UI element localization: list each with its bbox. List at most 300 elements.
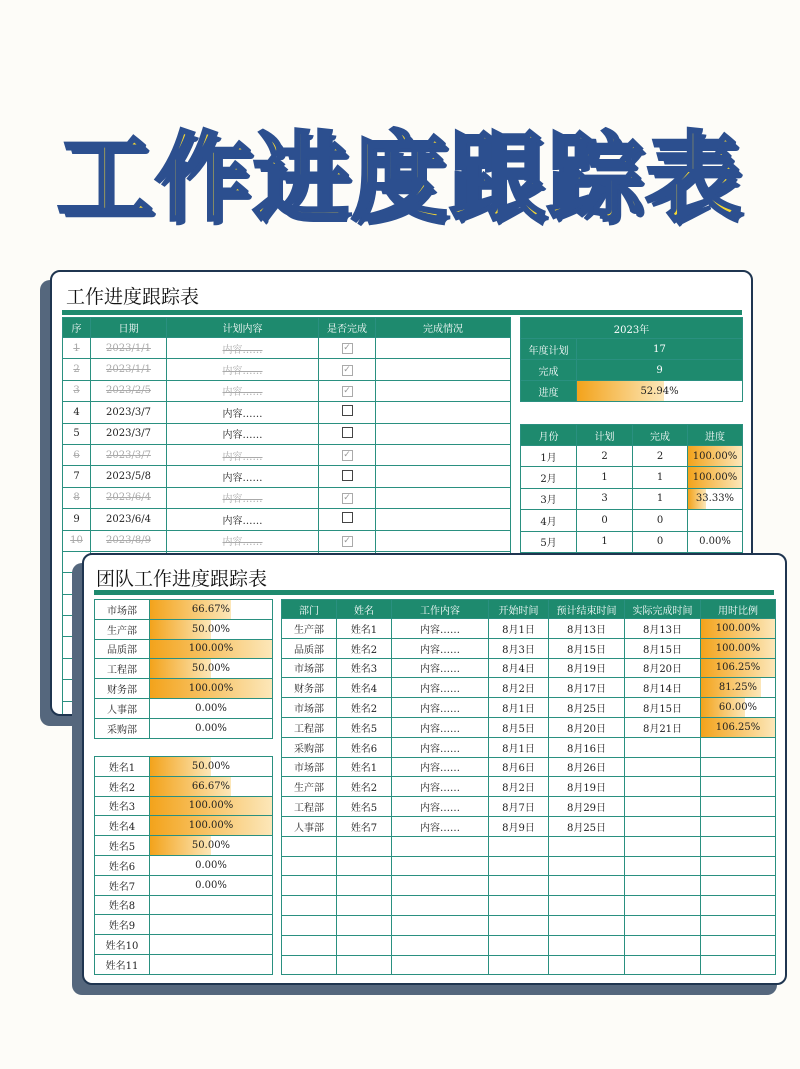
empty-cell <box>701 955 776 975</box>
empty-cell <box>282 876 337 896</box>
person-progress-cell <box>150 836 273 856</box>
cell-no: 10 <box>63 530 91 551</box>
cell-name: 姓名1 <box>337 757 392 777</box>
cell-status <box>376 444 511 465</box>
cell-content: 内容…… <box>392 658 489 678</box>
empty-cell <box>282 935 337 955</box>
table-row <box>282 856 776 876</box>
dept-progress-cell <box>150 698 273 718</box>
table-row <box>282 836 776 856</box>
cell-name: 姓名3 <box>337 658 392 678</box>
done-checkbox-cell[interactable] <box>319 530 376 551</box>
cell-start: 8月2日 <box>489 777 549 797</box>
done-checkbox-cell[interactable] <box>319 423 376 444</box>
cell-name: 姓名2 <box>337 777 392 797</box>
progress-value: 106.25% <box>715 721 761 733</box>
time-ratio-cell <box>701 658 776 678</box>
checkbox[interactable]: ✓ <box>343 535 351 546</box>
month-progress-cell <box>688 531 743 552</box>
table-row <box>95 935 273 955</box>
empty-cell <box>489 856 549 876</box>
cell-p: 1 <box>577 531 633 552</box>
table-row <box>282 935 776 955</box>
table-row <box>95 600 273 620</box>
cell-date: 2023/2/5 <box>91 380 167 401</box>
time-ratio-cell <box>701 816 776 836</box>
empty-cell <box>549 915 625 935</box>
table-row <box>521 531 743 552</box>
empty-cell <box>489 876 549 896</box>
cell-content: 内容…… <box>167 402 319 423</box>
table-row <box>63 380 511 401</box>
progress-label: 进度 <box>521 381 577 402</box>
cell-content: 内容…… <box>392 638 489 658</box>
cell-plan_end: 8月16日 <box>549 737 625 757</box>
cell-actual <box>625 797 701 817</box>
cell-p: 0 <box>577 510 633 531</box>
empty-cell <box>282 836 337 856</box>
dept-progress-cell <box>150 679 273 699</box>
cell-no: 7 <box>63 466 91 487</box>
table-row <box>282 777 776 797</box>
person-name: 姓名7 <box>95 875 150 895</box>
done-label: 完成 <box>521 360 577 381</box>
person-name: 姓名2 <box>95 776 150 796</box>
empty-cell <box>625 856 701 876</box>
done-checkbox-cell[interactable] <box>319 338 376 359</box>
column-header: 完成 <box>633 425 688 446</box>
table-row <box>282 816 776 836</box>
table-row <box>95 836 273 856</box>
empty-cell <box>489 915 549 935</box>
year-header: 2023年 <box>521 318 743 339</box>
empty-cell <box>392 856 489 876</box>
time-ratio-cell <box>701 638 776 658</box>
time-ratio-cell <box>701 797 776 817</box>
cell-start: 8月4日 <box>489 658 549 678</box>
cell-plan_end: 8月29日 <box>549 797 625 817</box>
cell-d: 1 <box>633 467 688 488</box>
cell-status <box>376 338 511 359</box>
cell-dept: 生产部 <box>282 777 337 797</box>
cell-start: 8月7日 <box>489 797 549 817</box>
cell-no: 2 <box>63 359 91 380</box>
cell-status <box>376 359 511 380</box>
cell-m: 4月 <box>521 510 577 531</box>
empty-cell <box>392 955 489 975</box>
time-ratio-cell <box>701 737 776 757</box>
checkbox[interactable] <box>342 427 353 438</box>
table-row <box>63 423 511 444</box>
cell-status <box>376 509 511 530</box>
person-progress-cell <box>150 757 273 777</box>
progress-value: 50.00% <box>191 663 231 675</box>
time-ratio-cell <box>701 619 776 639</box>
dept-name: 人事部 <box>95 698 150 718</box>
table-row <box>521 488 743 509</box>
checkbox[interactable] <box>342 405 353 416</box>
table-row <box>282 757 776 777</box>
person-name: 姓名6 <box>95 855 150 875</box>
column-header: 姓名 <box>337 600 392 619</box>
cell-status <box>376 466 511 487</box>
column-header: 预计结束时间 <box>549 600 625 619</box>
cell-dept: 市场部 <box>282 757 337 777</box>
cell-no: 8 <box>63 487 91 508</box>
column-header: 序 <box>63 318 91 338</box>
table-row <box>282 737 776 757</box>
done-checkbox-cell[interactable] <box>319 487 376 508</box>
dept-progress-cell <box>150 600 273 620</box>
cell-date: 2023/6/4 <box>91 487 167 508</box>
progress-value: 60.00% <box>718 702 758 714</box>
empty-cell <box>625 876 701 896</box>
cell-plan_end: 8月13日 <box>549 619 625 639</box>
column-header: 日期 <box>91 318 167 338</box>
done-checkbox-cell[interactable] <box>319 509 376 530</box>
cell-dept: 人事部 <box>282 816 337 836</box>
cell-p: 3 <box>577 488 633 509</box>
table-row <box>95 639 273 659</box>
progress-value: 0.00% <box>195 702 227 714</box>
month-progress-cell <box>688 446 743 467</box>
person-progress-cell <box>150 776 273 796</box>
table-row <box>63 487 511 508</box>
empty-cell <box>701 935 776 955</box>
cell-no: 9 <box>63 509 91 530</box>
done-checkbox-cell[interactable] <box>319 402 376 423</box>
checkbox[interactable]: ✓ <box>343 450 351 461</box>
cell-p: 2 <box>577 446 633 467</box>
table-row <box>282 797 776 817</box>
cell-start: 8月9日 <box>489 816 549 836</box>
person-name: 姓名5 <box>95 836 150 856</box>
progress-value: 100.00% <box>692 450 738 462</box>
table-row <box>282 955 776 975</box>
cell-dept: 生产部 <box>282 619 337 639</box>
time-ratio-cell <box>701 757 776 777</box>
checkbox[interactable]: ✓ <box>343 385 351 396</box>
table-row <box>521 467 743 488</box>
progress-value: 0.00% <box>195 879 227 891</box>
table-row <box>95 855 273 875</box>
cell-name: 姓名2 <box>337 638 392 658</box>
time-ratio-cell <box>701 717 776 737</box>
cell-content: 内容…… <box>167 487 319 508</box>
checkbox[interactable] <box>342 512 353 523</box>
checkbox[interactable]: ✓ <box>343 364 351 375</box>
table-row <box>282 698 776 718</box>
done-checkbox-cell[interactable] <box>319 359 376 380</box>
team-task-table <box>281 599 776 975</box>
table-row <box>95 895 273 915</box>
table-row <box>63 402 511 423</box>
progress-value: 50.00% <box>191 840 231 852</box>
cell-plan_end: 8月15日 <box>549 638 625 658</box>
empty-cell <box>337 856 392 876</box>
done-checkbox-cell[interactable] <box>319 380 376 401</box>
cell-date: 2023/3/7 <box>91 423 167 444</box>
cell-date: 2023/1/1 <box>91 359 167 380</box>
cell-start: 8月1日 <box>489 698 549 718</box>
time-ratio-cell <box>701 698 776 718</box>
empty-cell <box>392 935 489 955</box>
empty-cell <box>392 836 489 856</box>
cell-content: 内容…… <box>392 797 489 817</box>
table-row <box>95 679 273 699</box>
cell-no: 1 <box>63 338 91 359</box>
cell-plan_end: 8月19日 <box>549 658 625 678</box>
empty-cell <box>282 856 337 876</box>
cell-p: 1 <box>577 467 633 488</box>
cell-actual <box>625 777 701 797</box>
cell-date: 2023/1/1 <box>91 338 167 359</box>
cell-m: 1月 <box>521 446 577 467</box>
cell-actual <box>625 737 701 757</box>
title-underline <box>62 310 742 315</box>
cell-no: 6 <box>63 444 91 465</box>
empty-cell <box>625 935 701 955</box>
table-row <box>95 757 273 777</box>
cell-start: 8月1日 <box>489 737 549 757</box>
cell-name: 姓名1 <box>337 619 392 639</box>
card-title: 工作进度跟踪表 <box>66 286 200 308</box>
dept-progress-cell <box>150 619 273 639</box>
cell-actual: 8月15日 <box>625 698 701 718</box>
cell-actual: 8月13日 <box>625 619 701 639</box>
progress-value: 50.00% <box>191 623 231 635</box>
checkbox[interactable]: ✓ <box>343 492 351 503</box>
cell-plan_end: 8月17日 <box>549 678 625 698</box>
progress-value: 66.67% <box>191 780 231 792</box>
empty-cell <box>549 935 625 955</box>
empty-cell <box>701 876 776 896</box>
person-progress-cell <box>150 915 273 935</box>
title-underline <box>94 590 774 595</box>
progress-value: 52.94% <box>640 385 679 397</box>
column-header: 进度 <box>688 425 743 446</box>
empty-cell <box>337 955 392 975</box>
table-row <box>282 619 776 639</box>
cell-plan_end: 8月25日 <box>549 698 625 718</box>
cell-content: 内容…… <box>392 737 489 757</box>
done-checkbox-cell[interactable] <box>319 444 376 465</box>
person-name: 姓名4 <box>95 816 150 836</box>
table-row <box>95 718 273 738</box>
checkbox[interactable] <box>342 470 353 481</box>
done-value: 9 <box>577 360 743 381</box>
month-progress-cell <box>688 510 743 531</box>
cell-content: 内容…… <box>392 717 489 737</box>
progress-value: 0.00% <box>195 722 227 734</box>
column-header: 开始时间 <box>489 600 549 619</box>
cell-name: 姓名6 <box>337 737 392 757</box>
table-row <box>95 619 273 639</box>
table-row <box>282 658 776 678</box>
dept-name: 工程部 <box>95 659 150 679</box>
empty-cell <box>701 856 776 876</box>
cell-plan_end: 8月20日 <box>549 717 625 737</box>
person-name: 姓名3 <box>95 796 150 816</box>
column-header: 工作内容 <box>392 600 489 619</box>
table-row <box>95 816 273 836</box>
cell-d: 1 <box>633 488 688 509</box>
empty-cell <box>549 955 625 975</box>
empty-cell <box>549 876 625 896</box>
table-row <box>63 338 511 359</box>
empty-cell <box>489 896 549 916</box>
table-row <box>95 796 273 816</box>
column-header: 部门 <box>282 600 337 619</box>
progress-value: 100.00% <box>692 472 738 484</box>
dept-progress-cell <box>150 659 273 679</box>
cell-content: 内容…… <box>392 678 489 698</box>
table-row <box>63 530 511 551</box>
empty-cell <box>337 836 392 856</box>
cell-m: 2月 <box>521 467 577 488</box>
cell-m: 3月 <box>521 488 577 509</box>
cell-date: 2023/3/7 <box>91 444 167 465</box>
person-name: 姓名1 <box>95 757 150 777</box>
table-row <box>282 638 776 658</box>
empty-cell <box>489 935 549 955</box>
dept-name: 品质部 <box>95 639 150 659</box>
cell-actual <box>625 816 701 836</box>
progress-value: 100.00% <box>188 643 234 655</box>
cell-content: 内容…… <box>392 816 489 836</box>
progress-value: 0.00% <box>195 859 227 871</box>
empty-cell <box>337 915 392 935</box>
empty-cell <box>701 896 776 916</box>
progress-value: 100.00% <box>188 800 234 812</box>
month-progress-cell <box>688 467 743 488</box>
table-row <box>95 698 273 718</box>
cell-no: 3 <box>63 380 91 401</box>
empty-cell <box>625 896 701 916</box>
cell-name: 姓名4 <box>337 678 392 698</box>
cell-date: 2023/8/9 <box>91 530 167 551</box>
cell-d: 2 <box>633 446 688 467</box>
cell-no: 5 <box>63 423 91 444</box>
dept-progress-cell <box>150 718 273 738</box>
person-progress-cell <box>150 895 273 915</box>
cell-d: 0 <box>633 531 688 552</box>
empty-cell <box>701 915 776 935</box>
cell-status <box>376 530 511 551</box>
cell-status <box>376 423 511 444</box>
empty-cell <box>701 836 776 856</box>
cell-name: 姓名5 <box>337 797 392 817</box>
table-row <box>95 659 273 679</box>
empty-cell <box>337 896 392 916</box>
empty-cell <box>549 836 625 856</box>
column-header: 是否完成 <box>319 318 376 338</box>
empty-cell <box>392 915 489 935</box>
column-header: 计划 <box>577 425 633 446</box>
person-name: 姓名9 <box>95 915 150 935</box>
cell-dept: 采购部 <box>282 737 337 757</box>
empty-cell <box>625 836 701 856</box>
cell-dept: 品质部 <box>282 638 337 658</box>
column-header: 实际完成时间 <box>625 600 701 619</box>
empty-cell <box>282 896 337 916</box>
table-row <box>95 954 273 974</box>
cell-content: 内容…… <box>167 338 319 359</box>
cell-actual: 8月21日 <box>625 717 701 737</box>
cell-content: 内容…… <box>167 530 319 551</box>
person-name: 姓名10 <box>95 935 150 955</box>
cell-name: 姓名7 <box>337 816 392 836</box>
year-summary-table <box>520 317 743 402</box>
person-name: 姓名11 <box>95 954 150 974</box>
empty-cell <box>337 935 392 955</box>
monthly-table <box>520 424 743 553</box>
table-row <box>63 444 511 465</box>
cell-content: 内容…… <box>392 698 489 718</box>
person-progress-cell <box>150 954 273 974</box>
table-row <box>282 896 776 916</box>
cell-content: 内容…… <box>392 619 489 639</box>
table-row <box>95 875 273 895</box>
plan-label: 年度计划 <box>521 339 577 360</box>
progress-value: 100.00% <box>188 820 234 832</box>
dept-name: 采购部 <box>95 718 150 738</box>
table-row <box>63 509 511 530</box>
dept-name: 生产部 <box>95 619 150 639</box>
progress-value: 0.00% <box>699 536 731 548</box>
person-progress-cell <box>150 855 273 875</box>
person-name: 姓名8 <box>95 895 150 915</box>
empty-cell <box>392 876 489 896</box>
person-progress-cell <box>150 816 273 836</box>
progress-value: 81.25% <box>718 682 758 694</box>
cell-content: 内容…… <box>392 757 489 777</box>
cell-content: 内容…… <box>167 444 319 465</box>
progress-value: 66.67% <box>191 603 231 615</box>
cell-dept: 财务部 <box>282 678 337 698</box>
cell-status <box>376 380 511 401</box>
person-progress-cell <box>150 875 273 895</box>
cell-date: 2023/5/8 <box>91 466 167 487</box>
empty-cell <box>282 915 337 935</box>
cell-dept: 工程部 <box>282 717 337 737</box>
cell-start: 8月2日 <box>489 678 549 698</box>
plan-value: 17 <box>577 339 743 360</box>
cell-status <box>376 487 511 508</box>
table-row <box>95 915 273 935</box>
cell-m: 5月 <box>521 531 577 552</box>
time-ratio-cell <box>701 777 776 797</box>
cell-status <box>376 402 511 423</box>
cell-name: 姓名2 <box>337 698 392 718</box>
cell-actual <box>625 757 701 777</box>
checkbox[interactable]: ✓ <box>343 343 351 354</box>
column-header: 完成情况 <box>376 318 511 338</box>
empty-cell <box>625 955 701 975</box>
cell-content: 内容…… <box>392 777 489 797</box>
team-tracker-card <box>82 553 787 985</box>
empty-cell <box>337 876 392 896</box>
table-row <box>95 776 273 796</box>
progress-bar-cell <box>577 381 743 402</box>
progress-value: 100.00% <box>188 683 234 695</box>
cell-plan_end: 8月19日 <box>549 777 625 797</box>
cell-no: 4 <box>63 402 91 423</box>
done-checkbox-cell[interactable] <box>319 466 376 487</box>
cell-start: 8月5日 <box>489 717 549 737</box>
cell-date: 2023/6/4 <box>91 509 167 530</box>
empty-cell <box>549 856 625 876</box>
